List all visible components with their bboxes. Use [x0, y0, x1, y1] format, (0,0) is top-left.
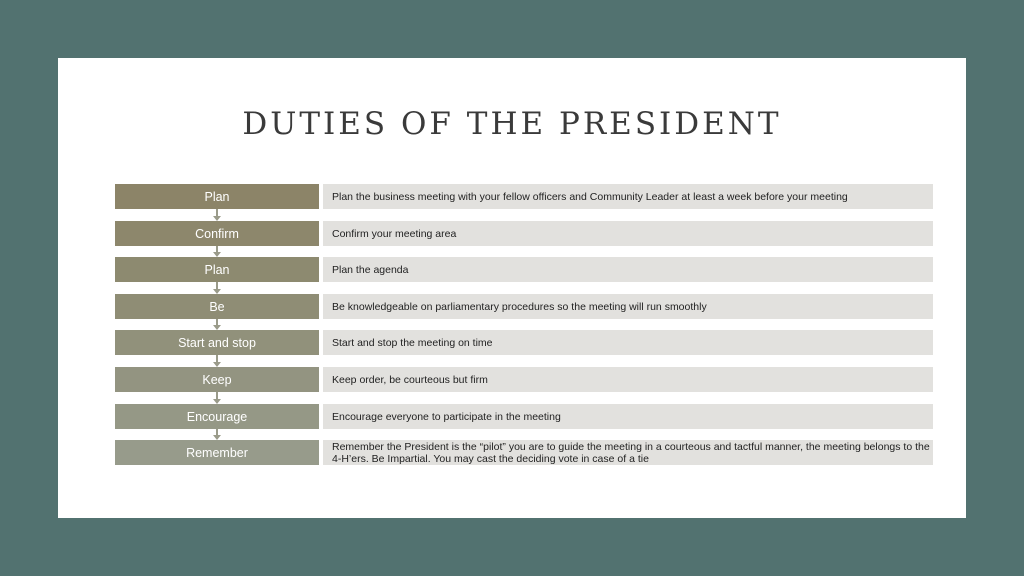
- process-step-row: [115, 367, 933, 392]
- step-label-box: Plan: [115, 257, 319, 282]
- step-description-text: Start and stop the meeting on time: [332, 336, 493, 349]
- step-label-box: Start and stop: [115, 330, 319, 355]
- step-description-box: [323, 294, 933, 319]
- page-title: DUTIES OF THE PRESIDENT: [242, 106, 782, 142]
- step-description-text: Confirm your meeting area: [332, 227, 457, 240]
- step-description-box: [323, 404, 933, 429]
- step-description-text: Plan the agenda: [332, 263, 409, 276]
- process-step-row: [115, 440, 933, 465]
- step-description-box: [323, 257, 933, 282]
- process-step-row: [115, 294, 933, 319]
- step-description-box: [323, 367, 933, 392]
- step-description-text: Encourage everyone to participate in the meeting: [332, 410, 561, 423]
- step-label-box: Remember: [115, 440, 319, 465]
- step-description-box: [323, 440, 933, 465]
- step-description-text: Remember the President is the “pilot” you are to guide the meeting in a courteous and tactful manner, the meeting belongs to the 4-H’ers. Be Impartial. You may cast the deciding vote in case of a tie: [332, 440, 930, 465]
- step-description-box: [323, 184, 933, 209]
- process-step-row: [115, 257, 933, 282]
- process-step-row: [115, 184, 933, 209]
- step-description-text: Keep order, be courteous but firm: [332, 373, 488, 386]
- step-description-text: Plan the business meeting with your fellow officers and Community Leader at least a week before your meeting: [332, 190, 848, 203]
- step-label-box: Plan: [115, 184, 319, 209]
- process-step-row: [115, 330, 933, 355]
- step-description-box: [323, 221, 933, 246]
- process-step-row: [115, 221, 933, 246]
- step-label-box: Confirm: [115, 221, 319, 246]
- step-label-box: Encourage: [115, 404, 319, 429]
- step-label-box: Keep: [115, 367, 319, 392]
- process-step-row: [115, 404, 933, 429]
- step-description-box: [323, 330, 933, 355]
- step-description-text: Be knowledgeable on parliamentary procedures so the meeting will run smoothly: [332, 300, 707, 313]
- step-label-box: Be: [115, 294, 319, 319]
